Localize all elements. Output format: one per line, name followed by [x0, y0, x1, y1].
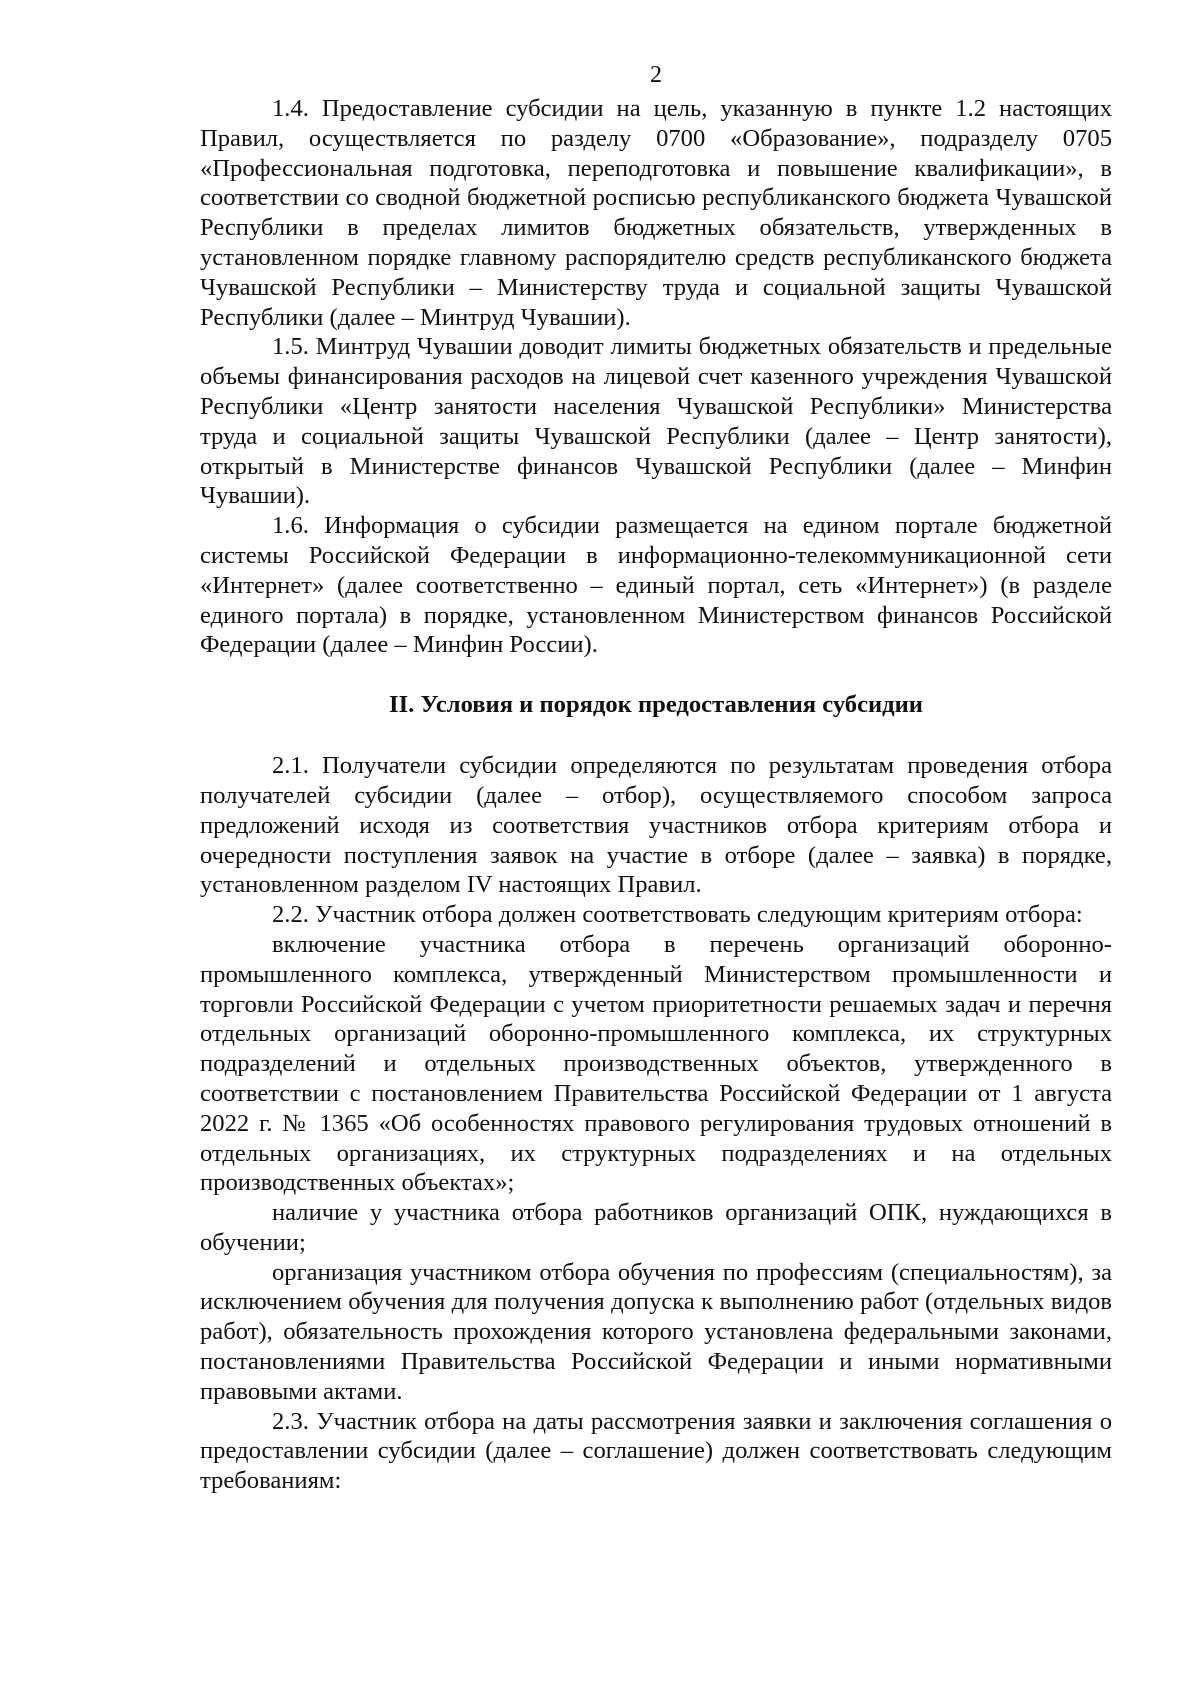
page-number: 2 — [650, 62, 662, 88]
criterion-employees: наличие у участника отбора работников организаций ОПК, нуждающихся в обучении; — [200, 1199, 1112, 1256]
document-page — [200, 60, 1112, 1496]
paragraph-1-4: 1.4. Предоставление субсидии на цель, указанную в пункте 1.2 настоящих Правил, осуществляется по разделу 0700 «Образование», подразделу 0705 «Профессиональная подготовка, переподготовка и повышение квалификации», в соответствии со сводной бюджетной росписью республиканского бюджета Чувашской Республики в пределах лимитов бюджетных обязательств, утвержденных в установленном порядке главному распорядителю средств республиканского бюджета Чувашской Республики – Министерству труда и социальной защиты Чувашской Республики (далее – Минтруд Чувашии). — [200, 95, 1112, 331]
section-heading: II. Условия и порядок предоставления субсидии — [389, 691, 923, 719]
criterion-opk-list: включение участника отбора в перечень организаций оборонно-промышленного комплекса, утвержденный Министерством промышленности и торговли Российской Федерации с учетом приоритетности решаемых задач и перечня отдельных организаций оборонно-промышленного комплекса, их структурных подразделений и отдельных производственных объектов, утвержденного в соответствии с постановлением Правительства Российской Федерации от 1 августа 2022 г. № 1365 «Об особенностях правового регулирования трудовых отношений в отдельных организациях, их структурных подразделениях и на отдельных производственных объектах»; — [200, 930, 1112, 1197]
paragraph-1-6: 1.6. Информация о субсидии размещается на едином портале бюджетной системы Российской Федерации в информационно-телекоммуникационной сети «Интернет» (далее соответственно – единый портал, сеть «Интернет») (в разделе единого портала) в порядке, установленном Министерством финансов Российской Федерации (далее – Минфин России). — [200, 512, 1112, 659]
paragraph-2-2: 2.2. Участник отбора должен соответствовать следующим критериям отбора: — [272, 901, 1083, 929]
paragraph-1-5: 1.5. Минтруд Чувашии доводит лимиты бюджетных обязательств и предельные объемы финансирования расходов на лицевой счет казенного учреждения Чувашской Республики «Центр занятости населения Чувашской Республики» Министерства труда и социальной защиты Чувашской Республики (далее – Центр занятости), открытый в Министерстве финансов Чувашской Республики (далее – Минфин Чувашии). — [200, 333, 1112, 510]
paragraph-2-1: 2.1. Получатели субсидии определяются по результатам проведения отбора получателей субсидии (далее – отбор), осуществляемого способом запроса предложений исходя из соответствия участников отбора критериям отбора и очередности поступления заявок на участие в отборе (далее – заявка) в порядке, установленном разделом IV настоящих Правил. — [200, 752, 1112, 899]
criterion-training: организация участником отбора обучения по профессиям (специальностям), за исключением обучения для получения допуска к выполнению работ (отдельных видов работ), обязательность прохождения которого установлена федеральными законами, постановлениями Правительства Российской Федерации и иными нормативными правовыми актами. — [200, 1258, 1112, 1405]
paragraph-2-3: 2.3. Участник отбора на даты рассмотрения заявки и заключения соглашения о предоставлении субсидии (далее – соглашение) должен соответствовать следующим требованиям: — [200, 1407, 1112, 1495]
